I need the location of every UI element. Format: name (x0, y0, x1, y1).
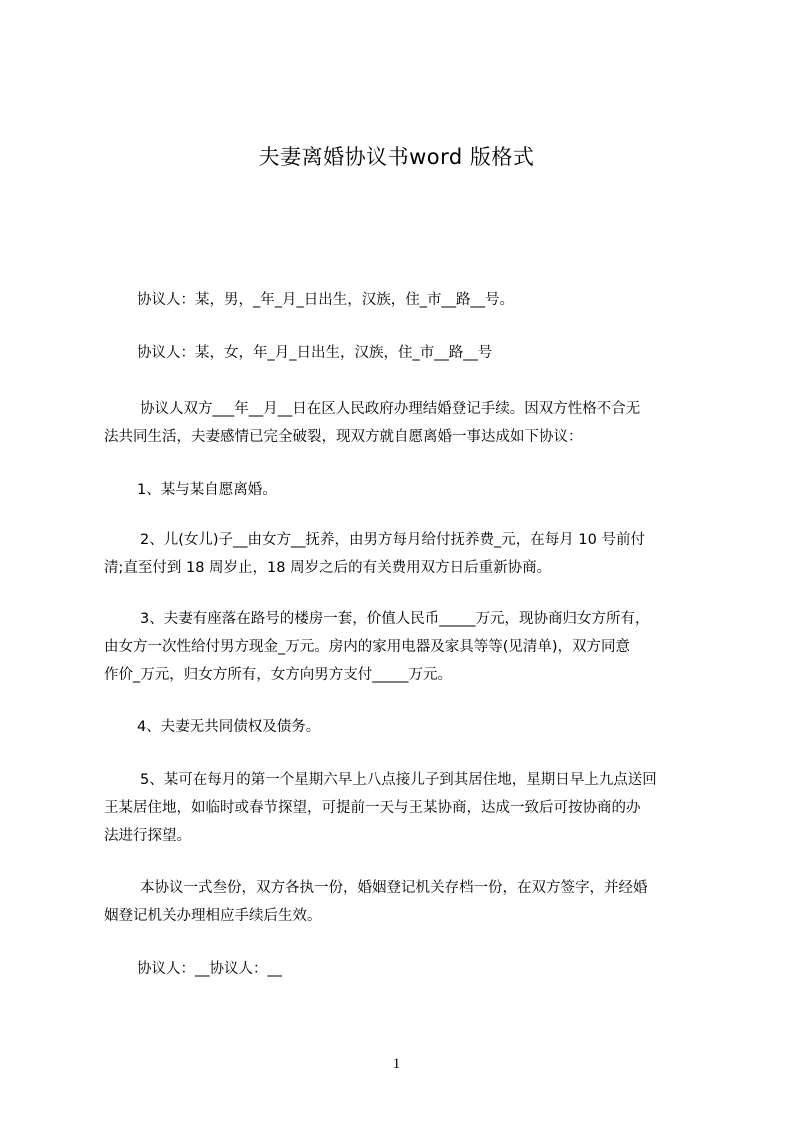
paragraph-line: 协议人：某，女，年_月_日出生，汉族，住_市__路__号 (137, 345, 493, 361)
paragraph-clause-3 (104, 605, 704, 689)
paragraph-line: 3、夫妻有座落在路号的楼房一套，价值人民币_____万元，现协商归女方所有， (140, 611, 650, 627)
paragraph-line: 4、夫妻无共同债权及债务。 (137, 719, 321, 735)
paragraph-line: 王某居住地，如临时或春节探望，可提前一天与王某协商，达成一致后可按协商的办 (104, 800, 641, 816)
paragraph-line: 1、某与某自愿离婚。 (137, 482, 277, 498)
paragraph-signatures (137, 955, 737, 983)
paragraph-line: 姻登记机关办理相应手续后生效。 (104, 908, 322, 924)
paragraph-clause-2 (104, 526, 704, 582)
paragraph-line: 协议人：__协议人：__ (137, 961, 282, 977)
paragraph-preamble (104, 395, 704, 451)
paragraph-line: 2、儿(女儿)子__由女方__抚养，由男方每月给付抚养费_元，在每月 10 号前付 (140, 532, 645, 548)
paragraph-clause-4 (137, 713, 737, 741)
paragraph-line: 协议人双方___年__月__日在区人民政府办理结婚登记手续。因双方性格不合无 (140, 401, 641, 417)
document-title: 夫妻离婚协议书word 版格式 (258, 145, 535, 169)
paragraph-clause-5 (104, 766, 704, 850)
paragraph-line: 由女方一次性给付男方现金_万元。房内的家用电器及家具等等(见清单)，双方同意 (104, 639, 631, 655)
page-number: 1 (392, 1056, 401, 1072)
paragraph-line: 法共同生活，夫妻感情已完全破裂，现双方就自愿离婚一事达成如下协议： (104, 429, 583, 445)
paragraph-line: 协议人：某，男，_年_月_日出生，汉族，住_市__路__号。 (137, 292, 514, 308)
paragraph-party-male (137, 286, 737, 314)
paragraph-line: 本协议一式叁份，双方各执一份，婚姻登记机关存档一份，在双方签字，并经婚 (140, 880, 648, 896)
paragraph-line: 5、某可在每月的第一个星期六早上八点接儿子到其居住地，星期日早上九点送回 (140, 772, 657, 788)
paragraph-line: 法进行探望。 (104, 828, 191, 844)
paragraph-line: 作价_万元，归女方所有，女方向男方支付_____万元。 (104, 667, 452, 683)
paragraph-clause-1 (137, 476, 737, 504)
paragraph-party-female (137, 339, 737, 367)
paragraph-line: 清;直至付到 18 周岁止，18 周岁之后的有关费用双方日后重新协商。 (104, 560, 552, 576)
paragraph-copies (104, 874, 704, 930)
